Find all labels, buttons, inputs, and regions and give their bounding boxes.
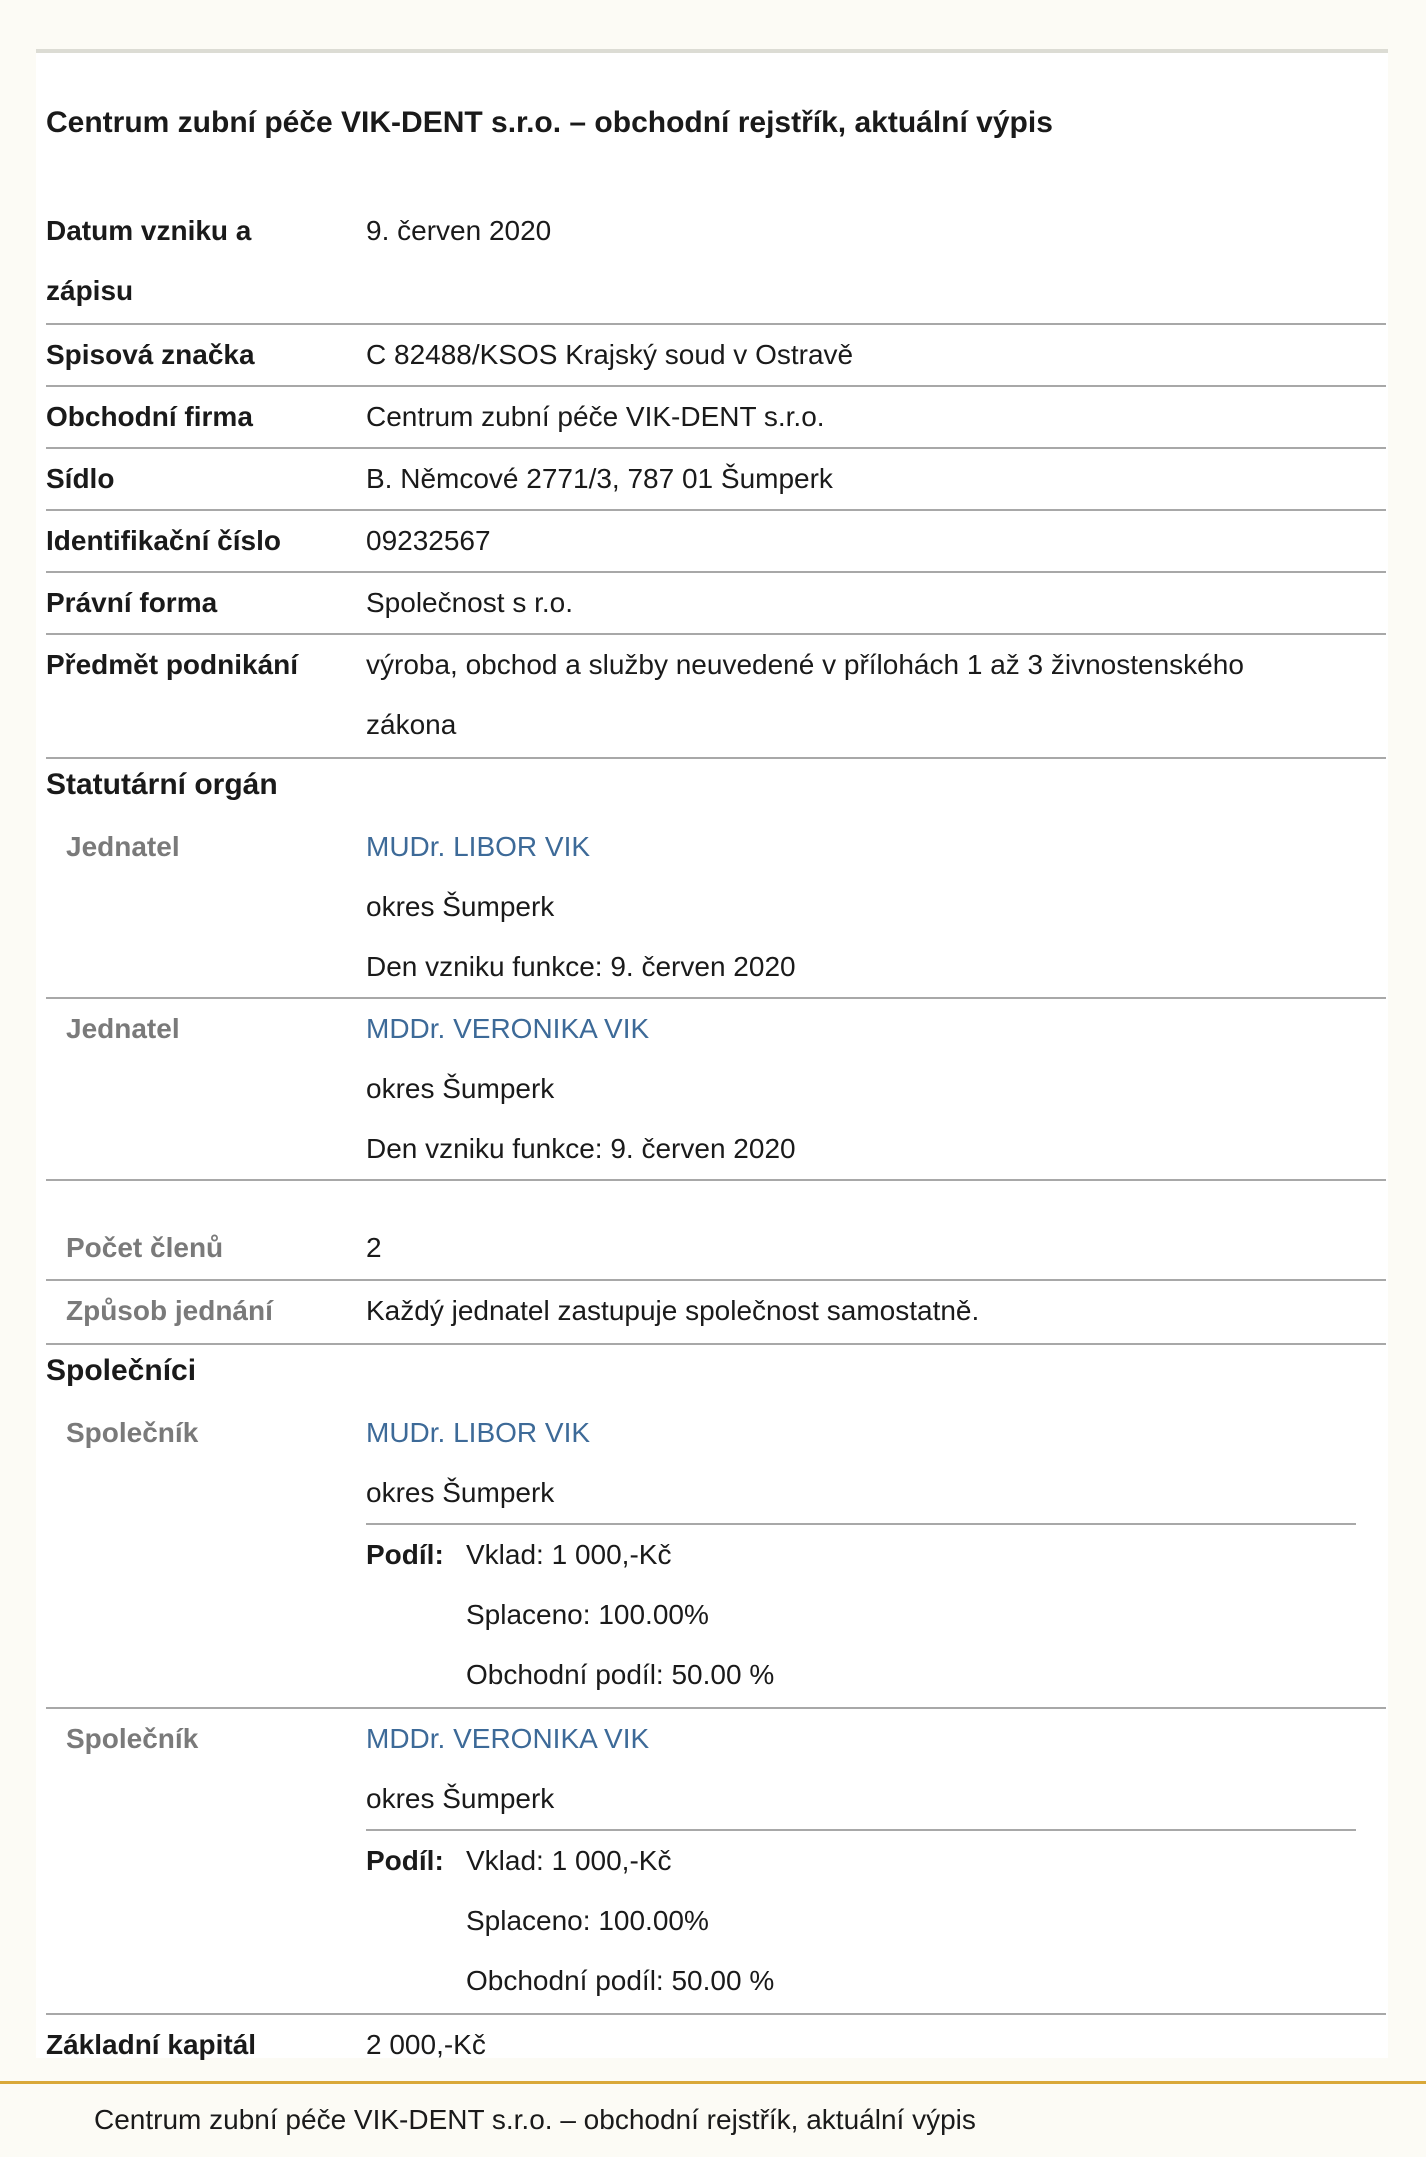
row-label — [46, 201, 346, 321]
row-label: Obchodní firma — [46, 401, 253, 432]
member-name-link[interactable]: MUDr. LIBOR VIK — [366, 831, 591, 862]
member-details — [366, 999, 1376, 1179]
row-registered-capital — [46, 2015, 1386, 2075]
row-value — [366, 635, 1376, 755]
partner-role: Společník — [66, 1723, 199, 1754]
row-value: Každý jednatel zastupuje společnost samostatně. — [366, 1295, 980, 1326]
row-label: Identifikační číslo — [46, 525, 281, 556]
share-label: Podíl: — [366, 1539, 444, 1570]
share-box — [366, 1829, 1356, 2013]
share-box — [366, 1523, 1356, 1707]
partners-heading: Společníci — [46, 1354, 197, 1387]
row-label: Právní forma — [46, 587, 218, 618]
row-value: 2 — [366, 1232, 382, 1263]
row-value: C 82488/KSOS Krajský soud v Ostravě — [366, 339, 854, 370]
member-details — [366, 817, 1376, 997]
statutory-body-heading: Statutární orgán — [46, 768, 278, 801]
share-deposit: Vklad: 1 000,-Kč — [466, 1845, 672, 1876]
share-values — [466, 1525, 774, 1705]
label-line: zápisu — [46, 275, 134, 306]
member-role: Jednatel — [66, 1013, 180, 1044]
partner — [46, 1403, 1386, 1709]
share-percentage: Obchodní podíl: 50.00 % — [466, 1965, 775, 1996]
share-paid: Splaceno: 100.00% — [466, 1905, 709, 1936]
row-label: Spisová značka — [46, 339, 255, 370]
register-extract-card — [36, 49, 1388, 2058]
row-registered-office — [46, 449, 1386, 511]
row-value: 09232567 — [366, 525, 491, 556]
row-legal-form — [46, 573, 1386, 635]
partner-district: okres Šumperk — [366, 1783, 555, 1814]
statutory-member — [46, 999, 1386, 1181]
footer-bar — [0, 2081, 1426, 2157]
share-values — [466, 1831, 774, 2011]
share-paid: Splaceno: 100.00% — [466, 1599, 709, 1630]
row-label: Způsob jednání — [66, 1295, 273, 1326]
row-label: Předmět podnikání — [46, 649, 299, 680]
row-value: Centrum zubní péče VIK-DENT s.r.o. — [366, 401, 825, 432]
row-business-name — [46, 387, 1386, 449]
row-label: Základní kapitál — [46, 2029, 257, 2060]
label-line: Datum vzniku a — [46, 215, 252, 246]
partner-name-link[interactable]: MUDr. LIBOR VIK — [366, 1417, 591, 1448]
row-acting-method — [46, 1281, 1386, 1345]
member-district: okres Šumperk — [366, 1073, 555, 1104]
page-title: Centrum zubní péče VIK-DENT s.r.o. – obchodní rejstřík, aktuální výpis — [46, 106, 1053, 139]
row-label: Sídlo — [46, 463, 115, 494]
partner-role: Společník — [66, 1417, 199, 1448]
member-role: Jednatel — [66, 831, 180, 862]
row-business-activity — [46, 635, 1386, 759]
share-label: Podíl: — [366, 1845, 444, 1876]
row-value: B. Němcové 2771/3, 787 01 Šumperk — [366, 463, 833, 494]
partner-details — [366, 1709, 1376, 1829]
value-line: zákona — [366, 709, 457, 740]
row-value: 9. červen 2020 — [366, 215, 552, 246]
member-since: Den vzniku funkce: 9. červen 2020 — [366, 951, 796, 982]
row-label: Počet členů — [66, 1232, 224, 1263]
share-deposit: Vklad: 1 000,-Kč — [466, 1539, 672, 1570]
row-file-number — [46, 325, 1386, 387]
row-identification-number — [46, 511, 1386, 573]
statutory-member — [46, 817, 1386, 999]
partner-district: okres Šumperk — [366, 1477, 555, 1508]
member-since: Den vzniku funkce: 9. červen 2020 — [366, 1133, 796, 1164]
member-name-link[interactable]: MDDr. VERONIKA VIK — [366, 1013, 650, 1044]
member-district: okres Šumperk — [366, 891, 555, 922]
row-date-of-creation — [46, 201, 1386, 325]
footer-title: Centrum zubní péče VIK-DENT s.r.o. – obchodní rejstřík, aktuální výpis — [94, 2104, 976, 2135]
partner-details — [366, 1403, 1376, 1523]
share-percentage: Obchodní podíl: 50.00 % — [466, 1659, 775, 1690]
row-value: 2 000,-Kč — [366, 2029, 486, 2060]
partner-name-link[interactable]: MDDr. VERONIKA VIK — [366, 1723, 650, 1754]
partner — [46, 1709, 1386, 2015]
value-line: výroba, obchod a služby neuvedené v přílohách 1 až 3 živnostenského — [366, 649, 1244, 680]
row-value: Společnost s r.o. — [366, 587, 574, 618]
row-member-count — [46, 1199, 1386, 1281]
